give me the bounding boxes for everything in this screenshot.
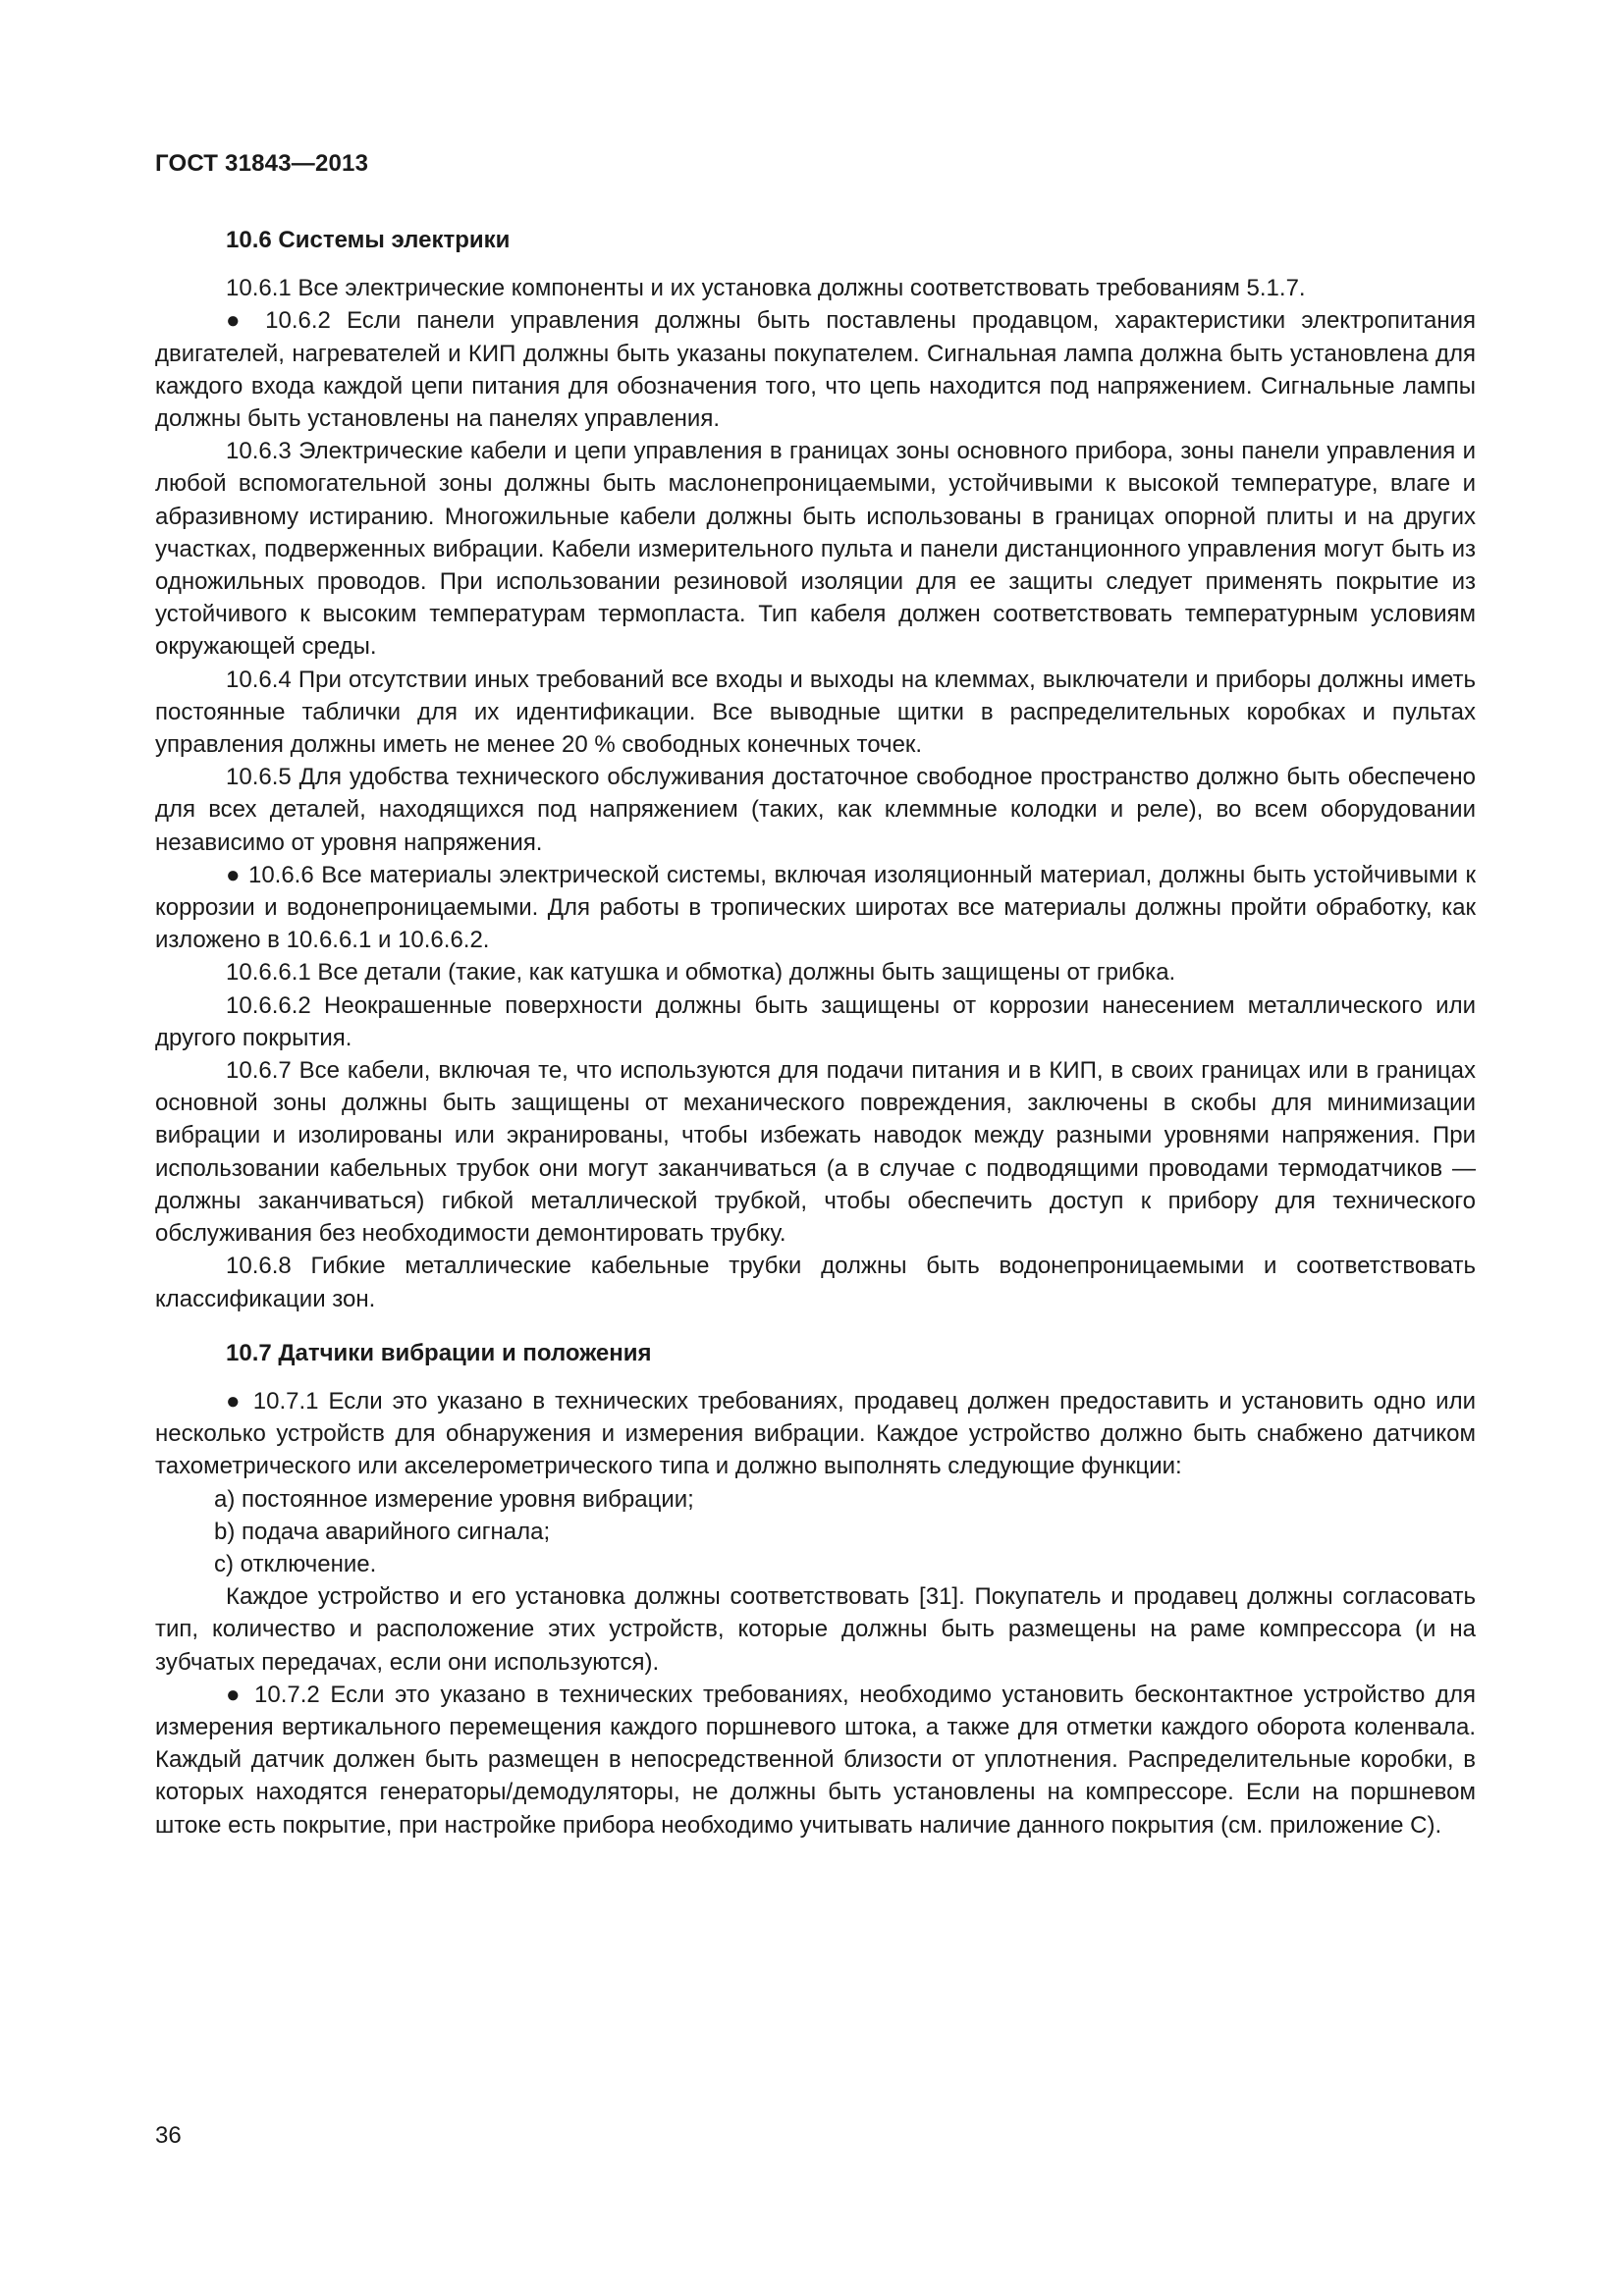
paragraph-10-6-6-2: 10.6.6.2 Неокрашенные поверхности должны быть защищены от коррозии нанесением металлического или другого покрытия. bbox=[155, 991, 1476, 1051]
paragraph-10-6-2: ● 10.6.2 Если панели управления должны быть поставлены продавцом, характеристики электропитания двигателей, нагревателей и КИП должны быть указаны покупателем. Сигнальная лампа должна быть установлена для каждого входа каждой цепи питания для обозначения того, что цепь находится под напряжением. Сигнальные лампы должны быть установлены на панелях управления. bbox=[155, 307, 1476, 433]
page-number: 36 bbox=[155, 2122, 182, 2149]
document-code: ГОСТ 31843—2013 bbox=[155, 150, 369, 177]
document-body bbox=[155, 224, 1476, 1842]
list-item: c) отключение. bbox=[214, 1550, 377, 1577]
paragraph-10-6-8: 10.6.8 Гибкие металлические кабельные трубки должны быть водонепроницаемыми и соответствовать классификации зон. bbox=[155, 1253, 1476, 1312]
paragraph-10-6-6: ● 10.6.6 Все материалы электрической системы, включая изоляционный материал, должны быть устойчивыми к коррозии и водонепроницаемыми. Для работы в тропических широтах все материалы должны пройти обработку, как изложено в 10.6.6.1 и 10.6.6.2. bbox=[155, 861, 1476, 954]
paragraph-10-7-1-cont: Каждое устройство и его установка должны соответствовать [31]. Покупатель и продавец должны согласовать тип, количество и расположение этих устройств, которые должны быть размещены на раме компрессора (и на зубчатых передачах, если они используются). bbox=[155, 1583, 1476, 1676]
paragraph-10-6-4: 10.6.4 При отсутствии иных требований все входы и выходы на клеммах, выключатели и приборы должны иметь постоянные таблички для их идентификации. Все выводные щитки в распределительных коробках и пультах управления должны иметь не менее 20 % свободных конечных точек. bbox=[155, 666, 1476, 759]
paragraph-10-7-1: ● 10.7.1 Если это указано в технических требованиях, продавец должен предоставить и установить одно или несколько устройств для обнаружения и измерения вибрации. Каждое устройство должно быть снабжено датчиком тахометрического или акселерометрического типа и должно выполнять следующие функции: bbox=[155, 1387, 1476, 1480]
list-item: a) постоянное измерение уровня вибрации; bbox=[214, 1485, 694, 1513]
section-heading-10-6: 10.6 Системы электрики bbox=[226, 227, 511, 253]
paragraph-10-6-5: 10.6.5 Для удобства технического обслуживания достаточное свободное пространство должно быть обеспечено для всех деталей, находящихся под напряжением (таких, как клеммные колодки и реле), во всем оборудовании независимо от уровня напряжения. bbox=[155, 764, 1476, 856]
paragraph-10-7-2: ● 10.7.2 Если это указано в технических требованиях, необходимо установить бесконтактное устройство для измерения вертикального перемещения каждого поршневого штока, а также для отметки каждого оборота коленвала. Каждый датчик должен быть размещен в непосредственной близости от уплотнения. Распределительные коробки, в которых находятся генераторы/демодуляторы, не должны быть установлены на компрессоре. Если на поршневом штоке есть покрытие, при настройке прибора необходимо учитывать наличие данного покрытия (см. приложение С). bbox=[155, 1681, 1476, 1839]
list-item: b) подача аварийного сигнала; bbox=[214, 1518, 551, 1545]
section-heading-10-7: 10.7 Датчики вибрации и положения bbox=[226, 1339, 652, 1366]
paragraph-10-6-3: 10.6.3 Электрические кабели и цепи управления в границах зоны основного прибора, зоны панели управления и любой вспомогательной зоны должны быть маслонепроницаемыми, устойчивыми к высокой температуре, влаге и абразивному истиранию. Многожильные кабели должны быть использованы в границах опорной плиты и на других участках, подверженных вибрации. Кабели измерительного пульта и панели дистанционного управления могут быть из одножильных проводов. При использовании резиновой изоляции для ее защиты следует применять покрытие из устойчивого к высоким температурам термопласта. Тип кабеля должен соответствовать температурным условиям окружающей среды. bbox=[155, 438, 1476, 661]
paragraph-10-6-1: 10.6.1 Все электрические компоненты и их установка должны соответствовать требованиям 5.1.7. bbox=[226, 275, 1306, 302]
paragraph-10-6-6-1: 10.6.6.1 Все детали (такие, как катушка и обмотка) должны быть защищены от грибка. bbox=[226, 959, 1176, 987]
paragraph-10-6-7: 10.6.7 Все кабели, включая те, что используются для подачи питания и в КИП, в своих границах или в границах основной зоны должны быть защищены от механического повреждения, заключены в скобы для минимизации вибрации и изолированы или экранированы, чтобы избежать наводок между разными уровнями напряжения. При использовании кабельных трубок они могут заканчиваться (а в случае с подводящими проводами термодатчиков — должны заканчиваться) гибкой металлической трубкой, чтобы обеспечить доступ к прибору для технического обслуживания без необходимости демонтировать трубку. bbox=[155, 1057, 1476, 1248]
